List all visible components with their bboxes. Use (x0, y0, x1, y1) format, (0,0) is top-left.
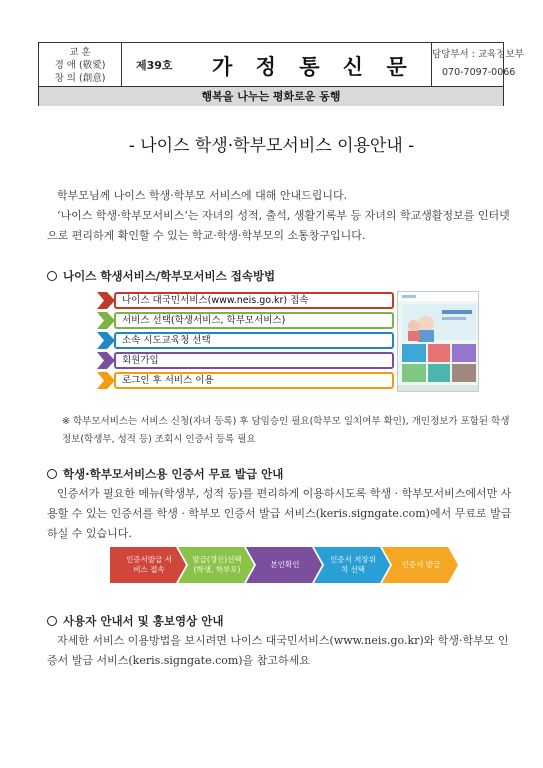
neis-service-screenshot (397, 291, 479, 392)
process-step (178, 547, 254, 583)
contact-info (432, 43, 524, 87)
section-heading-text: 나이스 학생서비스/학부모서비스 접속방법 (63, 269, 276, 283)
header-top-row (39, 43, 524, 87)
certificate-body: 인증서가 필요한 메뉴(학생부, 성적 등)를 편리하게 이용하시도록 학생 · 학부모서비스에서만 사용할 수 있는 인증서를 학생 · 학부모 인증서 발급 서비스(keris.signgate.com)에서 무료로 발급하실 수 있습니다. (47, 487, 512, 540)
access-step (97, 332, 397, 349)
process-step (314, 547, 390, 583)
process-step-label: 인증서 저장위치 선택 (330, 555, 376, 574)
section-access-heading (47, 268, 275, 284)
contact-phone: 070-7097-0066 (442, 67, 516, 78)
bullet-circle-icon (47, 616, 57, 626)
access-step-label: 회원가입 (114, 352, 394, 369)
intro-line-1: 학부모님께 나이스 학생·학부모 서비스에 대해 안내드립니다. (57, 189, 348, 202)
motto-label: 교 훈 (69, 47, 91, 58)
access-step (97, 312, 397, 329)
access-step-label: 로그인 후 서비스 이용 (114, 372, 394, 389)
step-chevron-icon (97, 352, 115, 369)
motto-line-1: 경 애 (敬愛) (54, 60, 106, 71)
access-step (97, 352, 397, 369)
step-chevron-icon (97, 372, 115, 389)
process-step (246, 547, 322, 583)
section-heading-text: 사용자 안내서 및 홍보영상 안내 (63, 614, 224, 628)
access-step-label: 나이스 대국민서비스(www.neis.go.kr) 접속 (114, 292, 394, 309)
section-heading-text: 학생·학부모서비스용 인증서 무료 발급 안내 (63, 467, 284, 481)
guide-body: 자세한 서비스 이용방법을 보시려면 나이스 대국민서비스(www.neis.go.kr)와 학생·학부모 인증서 발급 서비스(keris.signgate.com)을 참고하세요 (47, 634, 509, 667)
bullet-circle-icon (47, 469, 57, 479)
process-step (110, 547, 186, 583)
service-note: ※ 학부모서비스는 서비스 신청(자녀 등록) 후 담임승인 필요(학부모 일치여부 확인), 개인정보가 포함된 학생정보(학생부, 성적 등) 조회시 인증서 등록 필요 (62, 416, 510, 445)
process-step-label: 본인확인 (270, 560, 300, 569)
access-step-label: 소속 시도교육청 선택 (114, 332, 394, 349)
step-chevron-icon (97, 312, 115, 329)
access-step-label: 서비스 선택(학생서비스, 학부모서비스) (114, 312, 394, 329)
certificate-process-flow (110, 547, 460, 583)
issue-cell (122, 43, 432, 87)
step-chevron-icon (97, 332, 115, 349)
bullet-circle-icon (47, 271, 57, 281)
access-step (97, 292, 397, 309)
access-step (97, 372, 397, 389)
process-step-label: 인증서 발급 (401, 560, 441, 569)
issue-number: 제39호 (136, 59, 173, 72)
intro-line-2: ‘나이스 학생·학부모서비스’는 자녀의 성적, 출석, 생활기록부 등 자녀의 학교생활정보를 인터넷으로 편리하게 확인할 수 있는 학교·학생·학부모의 소통창구입니다. (47, 209, 510, 242)
service-thumbnail-image (398, 292, 479, 392)
contact-department: 담당부서 : 교육정보부 (432, 49, 524, 60)
motto-line-2: 창 의 (創意) (54, 73, 106, 84)
process-step (382, 547, 458, 583)
slogan-bar: 행복을 나누는 평화로운 동행 (39, 87, 503, 106)
process-step-label: 인증서발급 서비스 접속 (126, 555, 172, 574)
page-title: - 나이스 학생·학부모서비스 이용안내 - (128, 136, 415, 156)
newsletter-header (38, 42, 524, 106)
newsletter-title: 가 정 통 신 문 (212, 55, 415, 79)
access-steps-list (97, 292, 397, 390)
process-step-label: 발급(갱신)선택 (학생, 학부모) (192, 555, 242, 574)
section-guide-heading (47, 613, 223, 629)
section-certificate-heading (47, 466, 283, 482)
step-chevron-icon (97, 292, 115, 309)
school-motto (39, 43, 122, 87)
